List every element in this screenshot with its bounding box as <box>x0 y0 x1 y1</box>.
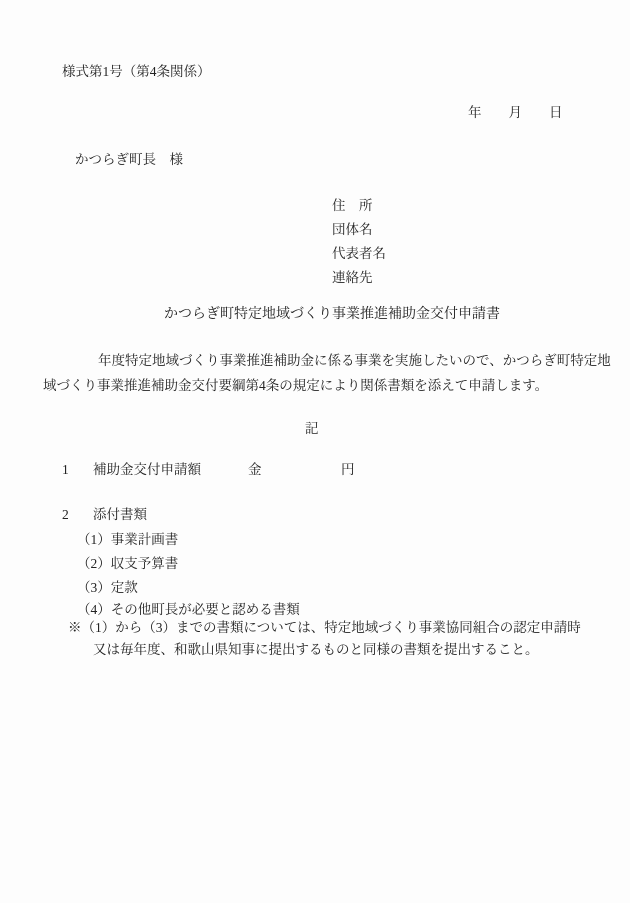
form-number: 様式第1号（第4条関係） <box>62 64 211 79</box>
attachment-item-1: （1）事業計画書 <box>77 532 179 547</box>
attachment-item-3: （3）定款 <box>77 580 138 595</box>
record-heading: 記 <box>305 421 319 436</box>
applicant-field-contact: 連絡先 <box>332 270 373 285</box>
applicant-field-representative: 代表者名 <box>332 246 386 261</box>
applicant-field-address: 住 所 <box>332 198 373 213</box>
attachment-item-2: （2）収支予算書 <box>77 556 179 571</box>
item1-label: 補助金交付申請額 <box>93 462 201 477</box>
body-paragraph-line2: 域づくり事業推進補助金交付要綱第4条の規定により関係書類を添えて申請します。 <box>43 378 549 393</box>
body-paragraph-line1: 年度特定地域づくり事業推進補助金に係る事業を実施したいので、かつらぎ町特定地 <box>98 353 611 368</box>
item1-currency-suffix: 円 <box>341 462 355 477</box>
subsidy-amount-line <box>0 460 630 480</box>
item2-label: 添付書類 <box>93 507 147 522</box>
item1-currency-prefix: 金 <box>248 462 262 477</box>
note-line1: ※（1）から（3）までの書類については、特定地域づくり事業協同組合の認定申請時 <box>68 620 581 635</box>
item2-number: 2 <box>62 507 69 522</box>
item1-number: 1 <box>62 462 69 477</box>
note-line2: 又は毎年度、和歌山県知事に提出するものと同様の書類を提出すること。 <box>93 642 539 657</box>
attachments-heading-line <box>0 505 630 525</box>
applicant-field-organization: 団体名 <box>332 222 373 237</box>
attachment-item-4: （4）その他町長が必要と認める書類 <box>77 602 300 617</box>
document-title: かつらぎ町特定地域づくり事業推進補助金交付申請書 <box>164 307 500 322</box>
addressee: かつらぎ町長 様 <box>75 152 183 167</box>
date-line: 年 月 日 <box>468 105 563 120</box>
